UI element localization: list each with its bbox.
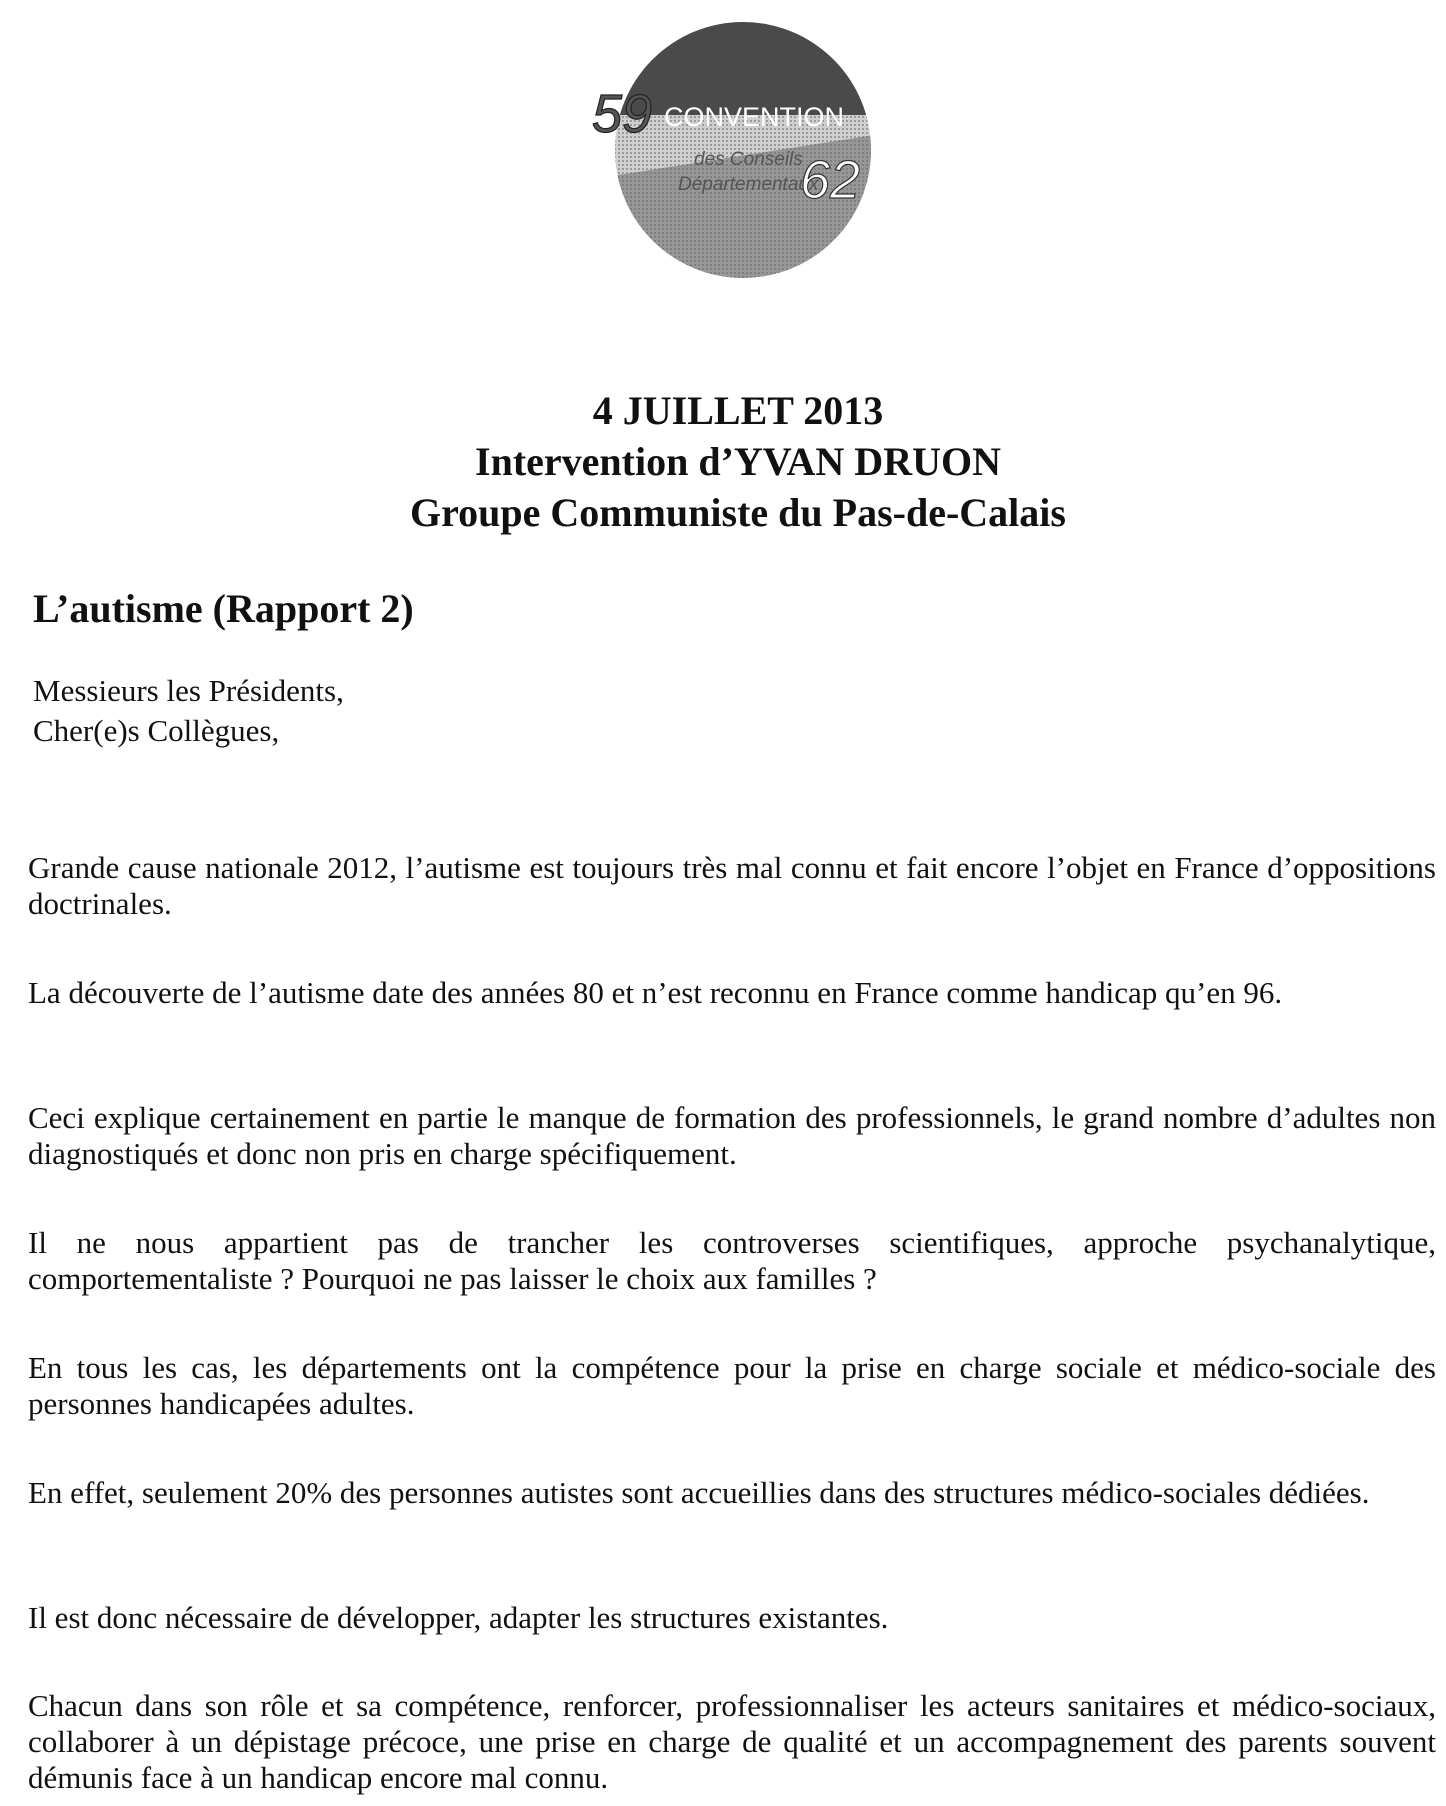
convention-logo-graphic bbox=[586, 20, 906, 280]
paragraph: Il ne nous appartient pas de trancher les controverses scientifiques, approche psychanalytique, comportementaliste ? Pourquoi ne pas laisser le choix aux familles ? bbox=[28, 1225, 1436, 1296]
header-group: Groupe Communiste du Pas-de-Calais bbox=[410, 490, 1066, 535]
section-title: L’autisme (Rapport 2) bbox=[33, 586, 414, 631]
logo-title: CONVENTION bbox=[664, 102, 845, 132]
paragraph: Il est donc nécessaire de développer, adapter les structures existantes. bbox=[28, 1600, 889, 1635]
paragraph: En effet, seulement 20% des personnes autistes sont accueillies dans des structures médico-sociales dédiées. bbox=[28, 1475, 1370, 1510]
salutation-line-2: Cher(e)s Collègues, bbox=[33, 713, 280, 748]
header-date: 4 JUILLET 2013 bbox=[592, 388, 884, 433]
paragraph: La découverte de l’autisme date des années 80 et n’est reconnu en France comme handicap qu’en 96. bbox=[28, 975, 1283, 1010]
logo-number-left: 59 bbox=[592, 84, 653, 144]
paragraph: En tous les cas, les départements ont la compétence pour la prise en charge sociale et médico-sociale des personnes handicapées adultes. bbox=[28, 1350, 1436, 1421]
salutation bbox=[33, 671, 344, 751]
logo-subtitle-line1: des Conseils bbox=[694, 149, 803, 170]
salutation-line-1: Messieurs les Présidents, bbox=[33, 673, 344, 708]
header-speaker: Intervention d’YVAN DRUON bbox=[475, 439, 1001, 484]
paragraph: Grande cause nationale 2012, l’autisme est toujours très mal connu et fait encore l’objet en France d’oppositions doctrinales. bbox=[28, 850, 1436, 921]
paragraph: Ceci explique certainement en partie le manque de formation des professionnels, le grand nombre d’adultes non diagnostiqués et donc non pris en charge spécifiquement. bbox=[28, 1100, 1436, 1171]
logo-number-right: 62 bbox=[800, 150, 861, 210]
paragraph: Chacun dans son rôle et sa compétence, renforcer, professionnaliser les acteurs sanitaires et médico-sociaux, collaborer à un dépistage précoce, une prise en charge de qualité et un accompagnement des parents souvent démunis face à un handicap encore mal connu. bbox=[28, 1688, 1436, 1795]
convention-logo bbox=[586, 20, 906, 280]
document-header bbox=[0, 385, 1446, 538]
logo-subtitle-line2: Départementaux bbox=[678, 174, 819, 195]
